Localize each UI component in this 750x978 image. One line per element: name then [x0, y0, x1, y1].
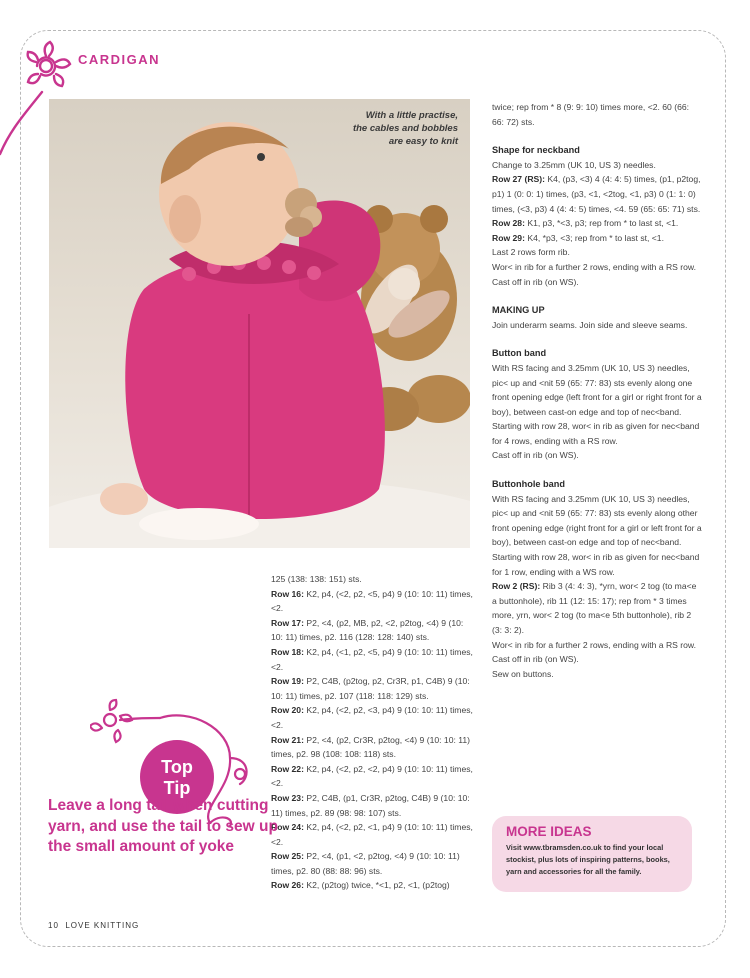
pattern-text: Cast off in rib (on WS).: [492, 450, 579, 461]
pattern-text: Cast off in rib (on WS).: [492, 654, 579, 665]
row-instructions: P2, C4B, (p1, Cr3R, p2tog, C4B) 9 (10: 10: 11) times, p2. 89 (98: 98: 107) sts.: [271, 792, 470, 818]
row-instructions: P2, <4, (p2, Cr3R, p2tog, <4) 9 (10: 10: 11) times, p2. 98 (108: 108: 118) sts.: [271, 734, 471, 760]
pattern-text: Change to 3.25mm (UK 10, US 3) needles.: [492, 159, 656, 170]
pattern-row: [271, 762, 476, 791]
photo-caption: With a little practise, the cables and bobbles are easy to knit: [352, 110, 458, 147]
row-instructions: Rib 3 (4: 4: 3), *yrn, wor< 2 tog (to ma<e a buttonhole), rib 11 (12: 15: 17); rep from * 3 times more, yrn, wor< 2 tog (to ma<e 5th buttonhole), rib 2 (3: 3: 2).: [492, 581, 697, 635]
baby-head: [159, 122, 299, 266]
pattern-text: Last 2 rows form rib.: [492, 247, 570, 258]
pattern-row: [271, 645, 476, 674]
pattern-column-right: [492, 100, 702, 681]
row-label: Row 27 (RS):: [492, 174, 545, 185]
pattern-row: [271, 587, 476, 616]
pattern-row: [271, 820, 476, 849]
spacer: [492, 463, 702, 477]
row-instructions: K2, p4, (<2, p2, <3, p4) 9 (10: 10: 11) times, <2.: [271, 705, 473, 730]
row-label: Row 16:: [271, 588, 304, 599]
top-tip-badge-line2: Tip: [163, 778, 191, 798]
section-heading: Button band: [492, 348, 547, 359]
row-instructions: P2, <4, (p2, MB, p2, <2, p2tog, <4) 9 (10: 10: 11) times, p2. 116 (128: 128: 140) sts.: [271, 617, 464, 643]
spacer: [492, 289, 702, 303]
pattern-row: [271, 849, 476, 878]
row-label: Row 17:: [271, 617, 304, 628]
pattern-text: Cast off in rib (on WS).: [492, 276, 579, 287]
pattern-text: Wor< in rib for a further 2 rows, ending with a RS row.: [492, 261, 697, 272]
row-label: Row 18:: [271, 646, 304, 657]
more-ideas-box: [492, 816, 692, 892]
pattern-row: [271, 791, 476, 820]
row-instructions: K4, *p3, <3; rep from * to last st, <1.: [527, 232, 664, 243]
pattern-row: [492, 579, 702, 637]
row-label: Row 28:: [492, 218, 525, 229]
row-label: Row 19:: [271, 676, 304, 687]
page-footer: [48, 921, 139, 930]
more-ideas-body: Visit www.tbramsden.co.uk to find your local stockist, plus lots of inspiring patterns, books, yarn and accessories for all the family.: [506, 843, 670, 876]
section-title: CARDIGAN: [78, 52, 161, 67]
row-instructions: K1, p3, *<3, p3; rep from * to last st, <1.: [527, 218, 679, 229]
top-tip-badge-line1: Top: [161, 757, 193, 777]
section-heading: MAKING UP: [492, 305, 545, 316]
pattern-text: With RS facing and 3.25mm (UK 10, US 3) needles, pic< up and <nit 59 (65: 77: 83) sts evenly along one front opening edge (left front for a girl or right front for a boy), between cast-on edge and top of nec<band.: [492, 362, 702, 417]
page-number: 10: [48, 921, 59, 930]
pattern-column-middle: [271, 572, 476, 893]
pattern-row: [271, 878, 476, 893]
row-label: Row 20:: [271, 705, 304, 716]
magazine-name: LOVE KNITTING: [65, 921, 140, 930]
row-instructions: K2, (p2tog) twice, *<1, p2, <1, (p2tog): [306, 880, 450, 891]
row-label: Row 29:: [492, 232, 525, 243]
pattern-row: [271, 616, 476, 645]
pattern-row: [492, 231, 702, 246]
pattern-text: With RS facing and 3.25mm (UK 10, US 3) needles, pic< up and <nit 59 (65: 77: 83) sts evenly along other front opening edge (right front for a girl or left front for a boy), between cast-on edge and top of nec<band.: [492, 493, 702, 548]
row-label: Row 24:: [271, 822, 304, 833]
spacer: [492, 332, 702, 346]
row-instructions: K2, p4, (<2, p2, <1, p4) 9 (10: 10: 11) times, <2.: [271, 822, 473, 847]
pattern-text: Join underarm seams. Join side and sleeve seams.: [492, 319, 688, 330]
baby-cardigan-photo: [49, 99, 470, 548]
row-instructions: K2, p4, (<2, p2, <2, p4) 9 (10: 10: 11) times, <2.: [271, 763, 473, 789]
row-instructions: P2, C4B, (p2tog, p2, Cr3R, p1, C4B) 9 (10: 10: 11) times, p2. 107 (118: 118: 129) sts.: [271, 676, 470, 701]
row-label: Row 26:: [271, 880, 304, 891]
pattern-row: [271, 674, 476, 703]
row-label: Row 21:: [271, 734, 304, 745]
row-instructions: K2, p4, (<2, p2, <5, p4) 9 (10: 10: 11) times, <2.: [271, 588, 473, 614]
more-ideas-title: MORE IDEAS: [506, 824, 592, 839]
pattern-row: [271, 733, 476, 762]
baby-illustration: [49, 99, 470, 548]
top-tip-text: Leave a long tail when cutting yarn, and use the tail to sew up the small amount of yoke: [48, 797, 278, 855]
pattern-text: Sew on buttons.: [492, 668, 554, 679]
row-instructions: P2, <4, (p1, <2, p2tog, <4) 9 (10: 10: 11) times, p2. 80 (88: 88: 96) sts.: [271, 851, 460, 876]
row-label: Row 23:: [271, 792, 304, 803]
pattern-text: Wor< in rib for a further 2 rows, ending with a RS row.: [492, 639, 697, 650]
pattern-text: twice; rep from * 8 (9: 9: 10) times more, <2. 60 (66: 66: 72) sts.: [492, 102, 690, 127]
section-heading: Shape for neckband: [492, 145, 580, 156]
row-label: Row 2 (RS):: [492, 581, 541, 592]
section-heading: Buttonhole band: [492, 479, 565, 490]
row-label: Row 25:: [271, 851, 304, 862]
pattern-text: 125 (138: 138: 151) sts.: [271, 574, 362, 584]
pattern-row: [492, 216, 702, 231]
pattern-row: [492, 172, 702, 216]
pattern-row: [271, 703, 476, 732]
pattern-text: Starting with row 28, wor< in rib as given for nec<band for 4 rows, ending with a RS row.: [492, 421, 700, 446]
pattern-text: Starting with row 28, wor< in rib as given for nec<band for 1 row, ending with a WS row.: [492, 552, 700, 577]
row-instructions: K2, p4, (<1, p2, <5, p4) 9 (10: 10: 11) times, <2.: [271, 646, 473, 672]
row-instructions: K4, (p3, <3) 4 (4: 4: 5) times, (p1, p2tog, p1) 1 (0: 0: 1) times, (p3, <1, <2tog, <1, p3) 0 (1: 1: 0) times, (<3, p3) 4 (4: 4: 5) times, <4. 59 (65: 65: 71) sts.: [492, 174, 701, 214]
row-label: Row 22:: [271, 763, 304, 774]
spacer: [492, 129, 702, 143]
